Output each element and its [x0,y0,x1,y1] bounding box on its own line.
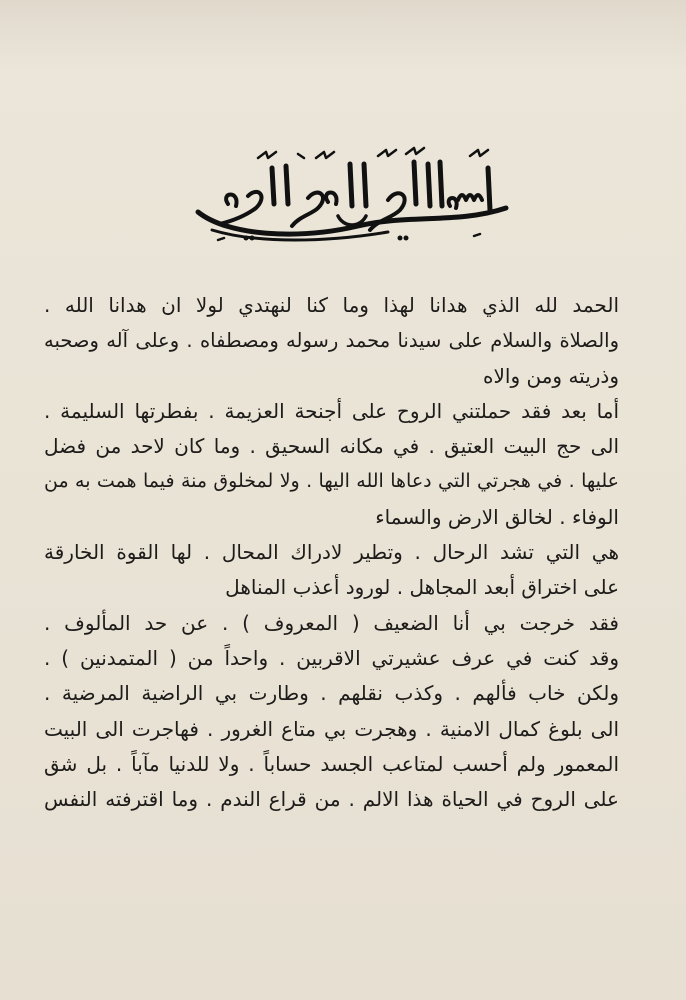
basmala-calligraphy [188,140,514,246]
text-line: المعمور ولم أحسب لمتاعب الجسد حساباً . ولا للدنيا مآباً . بل شق [44,751,619,776]
text-line: وذريته ومن والاه [483,363,619,388]
text-line: وقد كنت في عرف عشيرتي الاقربين . واحداً من ( المتمدنين ) . [44,645,619,670]
text-line: الحمد لله الذي هدانا لهذا وما كنا لنهتدي لولا ان هدانا الله . [44,293,619,317]
text-line: على الروح في الحياة هذا الالم . من قراع الندم . وما اقترفته النفس [44,787,619,812]
text-line: هي التي تشد الرحال . وتطير لادراك المحال . لها القوة الخارقة [44,540,619,565]
text-line: على اختراق أبعد المجاهل . لورود أعذب المناهل [225,575,619,600]
page-shadow [0,0,686,70]
text-line: الوفاء . لخالق الارض والسماء [375,504,619,529]
text-line: أما بعد فقد حملتني الروح على أجنحة العزيمة . بفطرتها السليمة . [44,398,619,423]
text-line: ولكن خاب فألهم . وكذب نقلهم . وطارت بي الراضية المرضية . [44,681,619,706]
text-line: الى بلوغ كمال الامنية . وهجرت بي متاع الغرور . فهاجرت الى البيت [44,716,619,741]
text-line: والصلاة والسلام على سيدنا محمد رسوله ومصطفاه . وعلى آله وصحبه [44,329,619,353]
text-line: الى حج البيت العتيق . في مكانه السحيق . وما كان لاحد من فضل [44,434,619,459]
body-text [44,288,619,817]
text-line: عليها . في هجرتي التي دعاها الله اليها . ولا لمخلوق منة فيما همت به من [44,470,619,493]
text-line: فقد خرجت بي أنا الضعيف ( المعروف ) . عن حد المألوف . [44,610,619,635]
